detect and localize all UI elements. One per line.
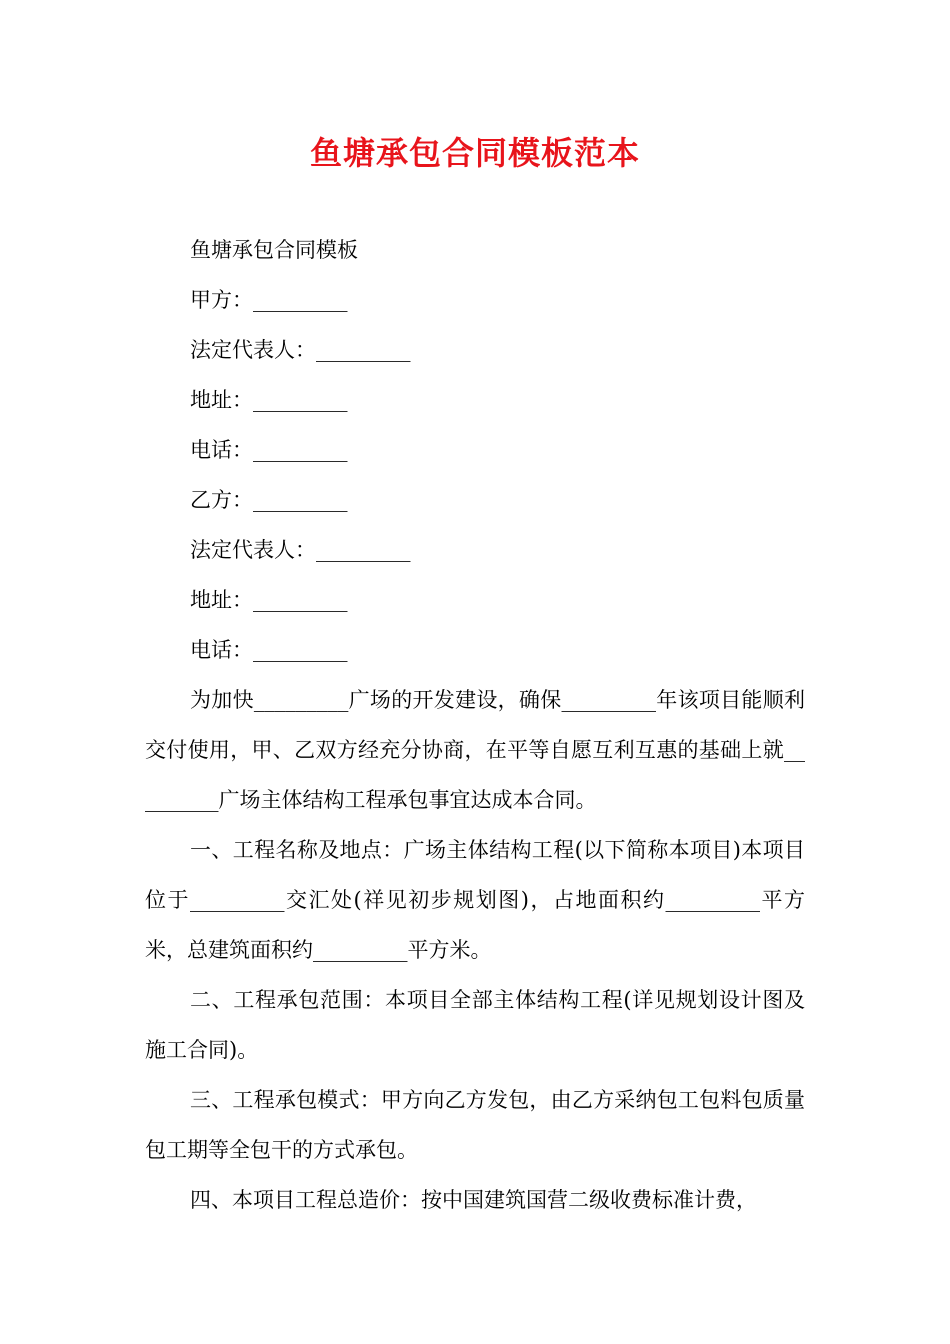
clause-4-paragraph: 四、本项目工程总造价：按中国建筑国营二级收费标准计费， bbox=[190, 1188, 757, 1212]
document-body bbox=[145, 225, 805, 1225]
party-b-address-line: 地址：_________ bbox=[190, 588, 348, 612]
intro-paragraph: 为加快_________广场的开发建设，确保_________年该项目能顺利交付使用，甲、乙双方经充分协商，在平等自愿互利互惠的基础上就_________广场主体结构工程承包事宜达成本合同。 bbox=[145, 688, 805, 812]
party-b-line: 乙方：_________ bbox=[190, 488, 348, 512]
party-b-representative-line: 法定代表人：_________ bbox=[190, 538, 411, 562]
party-a-line: 甲方：_________ bbox=[190, 288, 348, 312]
party-b-phone-line: 电话：_________ bbox=[190, 638, 348, 662]
document-title: 鱼塘承包合同模板范本 bbox=[309, 134, 640, 172]
clause-2-paragraph: 二、工程承包范围：本项目全部主体结构工程(详见规划设计图及施工合同)。 bbox=[145, 988, 805, 1062]
party-a-representative-line: 法定代表人：_________ bbox=[190, 338, 411, 362]
clause-1-paragraph: 一、工程名称及地点：广场主体结构工程(以下简称本项目)本项目位于_________交汇处(祥见初步规划图)，占地面积约_________平方米，总建筑面积约_________平方米。 bbox=[145, 838, 805, 962]
party-a-phone-line: 电话：_________ bbox=[190, 438, 348, 462]
party-a-address-line: 地址：_________ bbox=[190, 388, 348, 412]
subtitle-line: 鱼塘承包合同模板 bbox=[190, 238, 358, 262]
clause-3-paragraph: 三、工程承包模式：甲方向乙方发包，由乙方采纳包工包料包质量包工期等全包干的方式承包。 bbox=[145, 1088, 805, 1162]
